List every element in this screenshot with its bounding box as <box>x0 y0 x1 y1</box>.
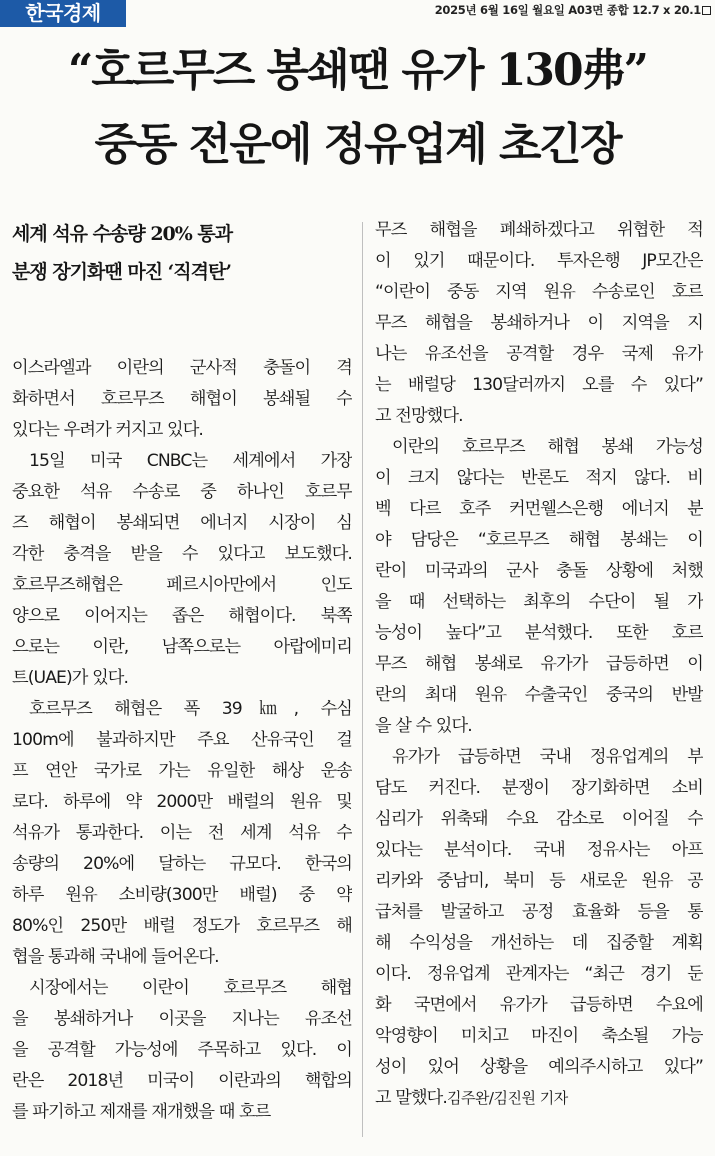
article-line: 화 국면에서 유가가 급등하면 수요에 <box>375 995 703 1015</box>
article-line: 이 크지 않다는 반론도 적지 않다. 비 <box>375 468 703 488</box>
article-line: 악영향이 미치고 마진이 축소될 가능 <box>375 1026 703 1046</box>
article-column-right <box>375 215 703 1114</box>
article-line: 을 공격할 가능성에 주목하고 있다. 이 <box>12 1040 352 1060</box>
headline-line-2: 중동 전운에 정유업계 초긴장 <box>94 119 621 170</box>
article-line: 15일 미국 CNBC는 세계에서 가장 <box>29 451 352 471</box>
article-line: 송량의 20%에 달하는 규모다. 한국의 <box>12 854 352 874</box>
publication-info-text: 2025년 6월 16일 월요일 A03면 종합 12.7 x 20.1 <box>434 3 701 17</box>
article-line: 유가가 급등하면 국내 정유업계의 부 <box>392 747 703 767</box>
article-line: 양으로 이어지는 좁은 해협이다. 북쪽 <box>12 606 352 626</box>
article-line: 이란의 호르무즈 해협 봉쇄 가능성 <box>392 437 703 457</box>
article-line: 란의 최대 원유 수출국인 중국의 반발 <box>375 685 703 705</box>
article-line: 능성이 높다”고 분석했다. 또한 호르 <box>375 623 703 643</box>
article-line: 이 있기 때문이다. 투자은행 JP모간은 <box>375 251 703 271</box>
article-paragraph <box>375 742 703 1114</box>
size-box-icon <box>702 6 711 15</box>
article-line: 란이 미국과의 군사 충돌 상황에 처했 <box>375 561 703 581</box>
article-line: 으로는 이란, 남쪽으로는 아랍에미리 <box>12 637 352 657</box>
article-line: 성이 있어 상황을 예의주시하고 있다” <box>375 1057 703 1077</box>
article-line: 있다는 분석이다. 국내 정유사는 아프 <box>375 840 703 860</box>
article-paragraph <box>12 973 352 1128</box>
article-line: 호르무즈 해협은 폭 39㎞, 수심 <box>29 699 352 719</box>
article-line: 이스라엘과 이란의 군사적 충돌이 격 <box>12 358 352 378</box>
article-paragraph <box>12 446 352 694</box>
article-line: 란은 2018년 미국이 이란과의 핵합의 <box>12 1071 352 1091</box>
article-line: 를 파기하고 제재를 재개했을 때 호르 <box>12 1102 271 1122</box>
article-line: 즈 해협이 봉쇄되면 에너지 시장이 심 <box>12 513 352 533</box>
subheadline-line-2: 분쟁 장기화땐 마진 ‘직격탄’ <box>12 261 231 283</box>
article-line: 로다. 하루에 약 2000만 배럴의 원유 및 <box>12 792 352 812</box>
article-line: 무즈 해협 봉쇄로 유가가 급등하면 이 <box>375 654 703 674</box>
article-line: 무즈 해협을 폐쇄하겠다고 위협한 적 <box>375 220 703 240</box>
newspaper-logo: 한국경제 <box>0 0 126 27</box>
article-line: 심리가 위축돼 수요 감소로 이어질 수 <box>375 809 703 829</box>
article-line: 리카와 중남미, 북미 등 새로운 원유 공 <box>375 871 703 891</box>
article-line <box>375 1083 703 1114</box>
article-line: 있다는 우려가 커지고 있다. <box>12 420 203 440</box>
headline-line-1: “호르무즈 봉쇄땐 유가 130弗” <box>68 45 647 96</box>
article-line: 100m에 불과하지만 주요 산유국인 걸 <box>12 730 352 750</box>
masthead <box>0 0 715 30</box>
subheadline-line-1: 세계 석유 수송량 20% 통과 <box>12 223 233 245</box>
article-line: 석유가 통과한다. 이는 전 세계 석유 수 <box>12 823 352 843</box>
article-line: 하루 원유 소비량(300만 배럴) 중 약 <box>12 885 352 905</box>
article-line: 을 때 선택하는 최후의 수단이 될 가 <box>375 592 703 612</box>
article-line: “이란이 중동 지역 원유 수송로인 호르 <box>375 282 703 302</box>
article-line: 급처를 발굴하고 공정 효율화 등을 통 <box>375 902 703 922</box>
article-line: 야 담당은 “호르무즈 해협 봉쇄는 이 <box>375 530 703 550</box>
article-body-right <box>375 215 703 1114</box>
article-paragraph <box>375 215 703 432</box>
article-paragraph <box>12 353 352 446</box>
article-line: 을 살 수 있다. <box>375 716 472 736</box>
article-line: 프 연안 국가로 가는 유일한 해상 운송 <box>12 761 352 781</box>
article-line: 을 봉쇄하거나 이곳을 지나는 유조선 <box>12 1009 352 1029</box>
article-line: 나는 유조선을 공격할 경우 국제 유가 <box>375 344 703 364</box>
article-line: 해 수익성을 개선하는 데 집중할 계획 <box>375 933 703 953</box>
column-divider <box>362 222 363 1137</box>
article-line: 트(UAE)가 있다. <box>12 668 129 688</box>
publication-info <box>435 2 711 18</box>
article-line: 무즈 해협을 봉쇄하거나 이 지역을 지 <box>375 313 703 333</box>
article-line: 화하면서 호르무즈 해협이 봉쇄될 수 <box>12 389 352 409</box>
article-line: 는 배럴당 130달러까지 오를 수 있다” <box>375 375 703 395</box>
article-line: 벡 다르 호주 커먼웰스은행 에너지 분 <box>375 499 703 519</box>
article-line-text: 고 말했다. <box>375 1088 447 1108</box>
article-line: 이다. 정유업계 관계자는 “최근 경기 둔 <box>375 964 703 984</box>
article-body-left <box>12 353 352 1128</box>
subheadline <box>12 215 352 291</box>
article-paragraph <box>375 432 703 742</box>
article-line: 시장에서는 이란이 호르무즈 해협 <box>29 978 352 998</box>
article-line: 협을 통과해 국내에 들어온다. <box>12 947 219 967</box>
article-column-left <box>12 215 352 1128</box>
article-line: 중요한 석유 수송로 중 하나인 호르무 <box>12 482 352 502</box>
article-line: 호르무즈해협은 페르시아만에서 인도 <box>12 575 352 595</box>
article-line: 담도 커진다. 분쟁이 장기화하면 소비 <box>375 778 703 798</box>
article-paragraph <box>12 694 352 973</box>
byline: 김주완/김진원 기자 <box>446 1089 568 1107</box>
article-line: 고 전망했다. <box>375 406 463 426</box>
article-line: 80%인 250만 배럴 정도가 호르무즈 해 <box>12 916 352 936</box>
article-line: 각한 충격을 받을 수 있다고 보도했다. <box>12 544 352 564</box>
